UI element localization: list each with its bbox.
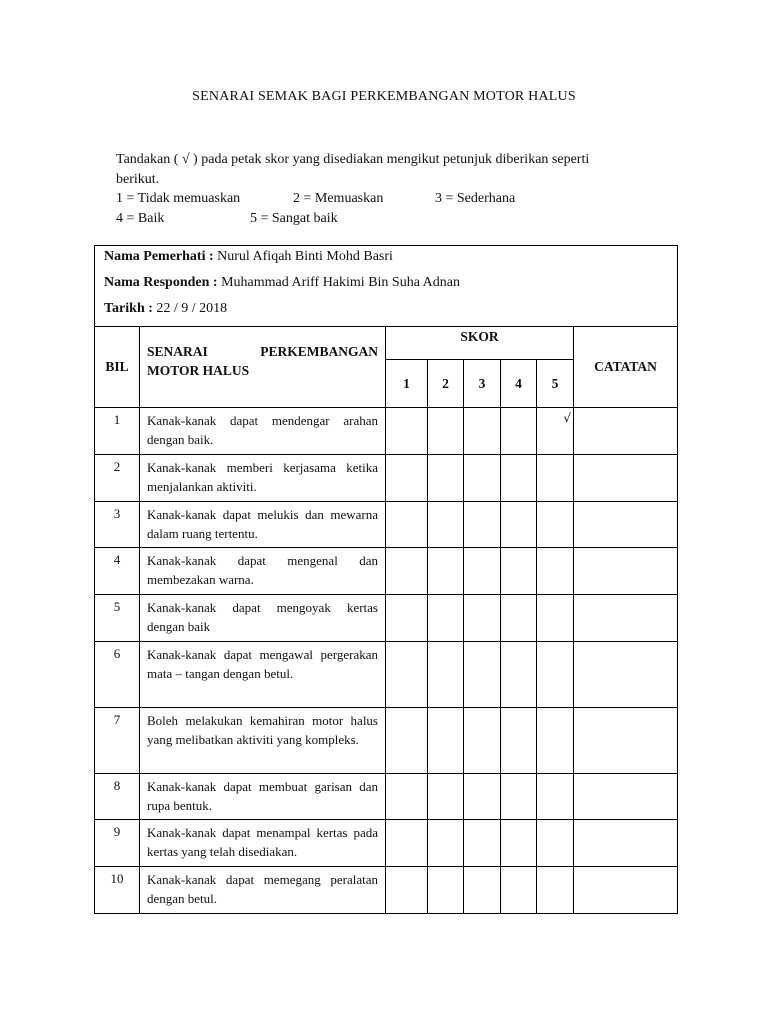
checklist-rows [95,408,678,914]
item-description: Kanak-kanak dapat mengenal dan membezakan warna. [140,548,386,595]
date-value: 22 / 9 / 2018 [156,301,228,316]
observer-label: Nama Pemerhati : [104,249,214,264]
score-cell-5[interactable] [537,642,574,708]
respondent-value: Muhammad Ariff Hakimi Bin Suha Adnan [221,275,460,290]
score-cell-4[interactable] [501,502,537,548]
score-header-5: 5 [537,360,574,408]
row-number: 2 [95,455,140,502]
table-row [95,642,678,708]
catatan-header: CATATAN [574,327,678,408]
senarai-header-line-1: SENARAI PERKEMBANGAN [147,344,378,359]
score-cell-3[interactable] [464,708,501,774]
date-label: Tarikh : [104,301,153,316]
catatan-cell[interactable] [574,642,678,708]
score-cell-5[interactable] [537,455,574,502]
item-description: Kanak-kanak dapat menampal kertas pada kertas yang telah disediakan. [140,820,386,867]
score-header-4: 4 [501,360,537,408]
row-number: 5 [95,595,140,642]
score-cell-5[interactable] [537,774,574,820]
score-cell-2[interactable] [428,595,464,642]
catatan-cell[interactable] [574,708,678,774]
score-header-1: 1 [386,360,428,408]
catatan-cell[interactable] [574,408,678,455]
score-cell-5[interactable] [537,820,574,867]
bil-header: BIL [95,327,140,408]
score-cell-2[interactable] [428,774,464,820]
row-number: 3 [95,502,140,548]
table-row [95,595,678,642]
score-cell-2[interactable] [428,455,464,502]
instruction-text: Tandakan ( √ ) pada petak skor yang disediakan mengikut petunjuk diberikan seperti [116,152,590,167]
score-cell-4[interactable] [501,595,537,642]
score-cell-1[interactable] [386,642,428,708]
instruction-text-continued: berikut. [116,171,160,187]
page-title: SENARAI SEMAK BAGI PERKEMBANGAN MOTOR HALUS [192,89,576,104]
table-row [95,408,678,455]
score-cell-5[interactable] [537,408,574,455]
score-cell-2[interactable] [428,867,464,914]
skor-header: SKOR [386,327,574,360]
score-cell-1[interactable] [386,708,428,774]
observer-line [104,249,393,265]
score-cell-3[interactable] [464,774,501,820]
item-description: Kanak-kanak memberi kerjasama ketika menjalankan aktiviti. [140,455,386,502]
item-description: Kanak-kanak dapat mengoyak kertas dengan baik [140,595,386,642]
row-number: 6 [95,642,140,708]
catatan-cell[interactable] [574,455,678,502]
respondent-line [104,275,460,291]
catatan-cell[interactable] [574,595,678,642]
checklist-table [94,326,678,914]
scale-item-1: 1 = Tidak memuaskan [116,191,241,206]
row-number: 7 [95,708,140,774]
table-row [95,774,678,820]
row-number: 4 [95,548,140,595]
scale-row-2 [116,209,676,229]
score-cell-1[interactable] [386,595,428,642]
item-description: Kanak-kanak dapat melukis dan mewarna dalam ruang tertentu. [140,502,386,548]
item-description: Kanak-kanak dapat membuat garisan dan rupa bentuk. [140,774,386,820]
score-cell-3[interactable] [464,455,501,502]
score-cell-1[interactable] [386,774,428,820]
table-row [95,455,678,502]
score-cell-1[interactable] [386,867,428,914]
catatan-cell[interactable] [574,502,678,548]
score-cell-5[interactable] [537,548,574,595]
score-header-3: 3 [464,360,501,408]
score-cell-4[interactable] [501,408,537,455]
score-cell-4[interactable] [501,548,537,595]
scale-row-1 [116,189,676,209]
info-box [94,245,678,327]
item-description: Kanak-kanak dapat mendengar arahan dengan baik. [140,408,386,455]
catatan-cell[interactable] [574,867,678,914]
score-cell-4[interactable] [501,774,537,820]
score-cell-5[interactable] [537,595,574,642]
score-cell-2[interactable] [428,548,464,595]
catatan-cell[interactable] [574,820,678,867]
scale-item-5: 5 = Sangat baik [250,210,338,226]
check-mark-icon: √ [563,411,571,425]
row-number: 1 [95,408,140,455]
score-cell-2[interactable] [428,820,464,867]
item-description: Kanak-kanak dapat mengawal pergerakan mata – tangan dengan betul. [140,642,386,708]
score-cell-2[interactable] [428,642,464,708]
senarai-header-line-2: MOTOR HALUS [147,363,250,378]
score-cell-4[interactable] [501,642,537,708]
scale-item-2: 2 = Memuaskan [293,191,384,206]
score-cell-2[interactable] [428,708,464,774]
row-number: 9 [95,820,140,867]
respondent-label: Nama Responden : [104,275,218,290]
row-number: 8 [95,774,140,820]
date-line [104,301,227,317]
score-cell-2[interactable] [428,408,464,455]
instruction-line-1 [116,150,676,170]
item-description: Kanak-kanak dapat memegang peralatan dengan betul. [140,867,386,914]
score-cell-4[interactable] [501,820,537,867]
scale-item-4: 4 = Baik [116,210,165,226]
item-description: Boleh melakukan kemahiran motor halus yang melibatkan aktiviti yang kompleks. [140,708,386,774]
score-cell-3[interactable] [464,502,501,548]
catatan-cell[interactable] [574,548,678,595]
score-cell-3[interactable] [464,548,501,595]
score-cell-3[interactable] [464,867,501,914]
score-cell-4[interactable] [501,455,537,502]
score-cell-3[interactable] [464,642,501,708]
score-cell-3[interactable] [464,820,501,867]
score-cell-3[interactable] [464,408,501,455]
table-row [95,708,678,774]
instructions [116,150,676,228]
score-cell-1[interactable] [386,548,428,595]
table-row [95,548,678,595]
observer-value: Nurul Afiqah Binti Mohd Basri [217,249,393,264]
score-cell-3[interactable] [464,595,501,642]
row-number: 10 [95,867,140,914]
table-row [95,867,678,914]
scale-item-3: 3 = Sederhana [435,191,516,206]
table-row [95,502,678,548]
senarai-header [140,327,386,408]
catatan-cell[interactable] [574,774,678,820]
score-cell-2[interactable] [428,502,464,548]
instruction-line-2 [116,170,676,190]
score-cell-5[interactable] [537,708,574,774]
score-header-2: 2 [428,360,464,408]
score-cell-4[interactable] [501,867,537,914]
score-cell-1[interactable] [386,820,428,867]
score-cell-5[interactable] [537,867,574,914]
score-cell-4[interactable] [501,708,537,774]
score-cell-1[interactable] [386,408,428,455]
table-row [95,820,678,867]
score-cell-1[interactable] [386,502,428,548]
score-cell-1[interactable] [386,455,428,502]
score-cell-5[interactable] [537,502,574,548]
